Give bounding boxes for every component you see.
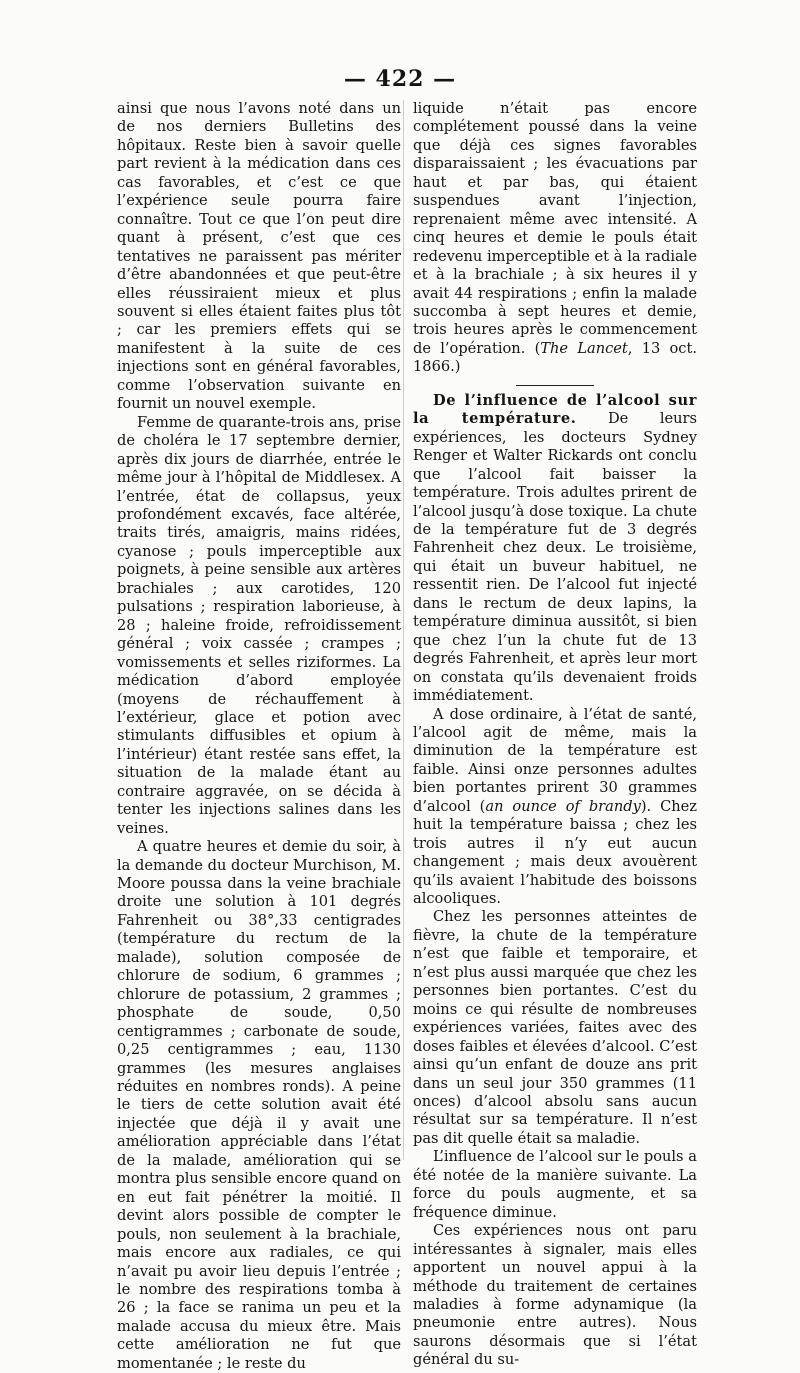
- paragraph: Chez les personnes atteintes de fièvre, la chute de la température n’est que faible et temporaire, et n’est plus aussi marquée que chez les personnes bien portantes. C’est du moins ce qui résulte de nombreuses expériences variées, faites avec des doses faibles et élevées d’alcool. C’est ainsi qu’un enfant de douze ans prit dans un seul jour 350 grammes (11 onces) d’alcool absolu sans aucun résultat sur sa température. Il n’est pas dit quelle était sa maladie.: [413, 908, 697, 1147]
- paragraph: [413, 100, 697, 377]
- page-number: — 422 —: [343, 66, 457, 92]
- paragraph: Femme de quarante-trois ans, prise de choléra le 17 septembre dernier, après dix jours de diarrhée, entrée le même jour à l’hôpital de Middlesex. A l’entrée, état de collapsus, yeux profondément excavés, face altérée, traits tirés, amaigris, mains ridées, cyanose ; pouls imperceptible aux poignets, à peine sensible aux artères brachiales ; aux carotides, 120 pulsations ; respiration laborieuse, à 28 ; haleine froide, refroidissement général ; voix cassée ; crampes ; vomissements et selles riziformes. La médication d’abord employée (moyens de réchauffement à l’extérieur, glace et potion avec stimulants diffusibles et opium à l’intérieur) étant restée sans effet, la situation de la malade étant au contraire aggravée, on se décida à tenter les injections salines dans les veines.: [117, 413, 401, 837]
- right-column: [413, 100, 697, 1370]
- paragraph-text: ). Chez huit la température baissa ; chez les trois autres il n’y eut aucun changement ; mais deux avouèrent qu’ils avaient l’habitude des boissons alcooliques.: [413, 797, 697, 908]
- paragraph-text: liquide n’était pas encore complétement poussé dans la veine que déjà ces signes favorables disparaissaient ; les évacuations par haut et par bas, qui étaient suspendues avant l’injection, reprenaient même avec intensité. A cinq heures et demie le pouls était redevenu imperceptible et à la radiale et à la brachiale ; à six heures il y avait 44 respirations ; enfin la malade succomba à sept heures et demie, trois heures après le commencement de l’opération.: [413, 100, 697, 357]
- paragraph: Ces expériences nous ont paru intéressantes à signaler, mais elles apportent un nouvel appui à la méthode du traitement de certaines maladies à forme adynamique (la pneumonie entre autres). Nous saurons désormais que si l’état général du su-: [413, 1222, 697, 1369]
- citation-journal: The Lancet: [540, 339, 628, 357]
- paragraph-text: De leurs expériences, les docteurs Sydney Renger et Walter Rickards ont conclu que l’alcool fait baisser la température. Trois adultes prirent de l’alcool jusqu’à dose toxique. La chute de la température fut de 3 degrés Fahrenheit chez deux. Le troisième, qui était un buveur habituel, ne ressentit rien. De l’alcool fut injecté dans le rectum de deux lapins, la température diminua aussitôt, si bien que chez l’un la chute fut de 13 degrés Fahrenheit, et après leur mort on constata qu’ils devenaient froids immédiatement.: [413, 410, 697, 705]
- left-column: [117, 100, 401, 1373]
- paragraph: [413, 706, 697, 909]
- paragraph: L’influence de l’alcool sur le pouls a été notée de la manière suivante. La force du pouls augmente, et sa fréquence diminue.: [413, 1148, 697, 1221]
- paragraph: A quatre heures et demie du soir, à la demande du docteur Murchison, M. Moore poussa dans la veine brachiale droite une solution à 101 degrés Fahrenheit ou 38°,33 centigrades (température du rectum de la malade), solution composée de chlorure de sodium, 6 grammes ; chlorure de potassium, 2 grammes ; phosphate de soude, 0,50 centigrammes ; carbonate de soude, 0,25 centigrammes ; eau, 1130 grammes (les mesures anglaises réduites en nombres ronds). A peine le tiers de cette solution avait été injectée que déjà il y avait une amélioration appréciable dans l’état de la malade, amélioration qui se montra plus sensible encore quand on en eut fait pénétrer la moitié. Il devint alors possible de compter le pouls, non seulement à la brachiale, mais encore aux radiales, ce qui n’avait pu avoir lieu depuis l’entrée ; le nombre des respirations tomba à 26 ; la face se ranima un peu et la malade accusa du mieux être. Mais cette amélioration ne fut que momentanée ; le reste du: [117, 838, 401, 1372]
- section-heading: De l’influence de l’alcool sur la température.: [413, 391, 697, 428]
- italic-phrase: an ounce of brandy: [485, 797, 641, 815]
- citation-open: (: [525, 339, 541, 357]
- column-divider: [403, 100, 404, 1160]
- paragraph: [413, 392, 697, 706]
- section-rule: [516, 385, 594, 386]
- paragraph: ainsi que nous l’avons noté dans un de nos derniers Bulletins des hôpitaux. Reste bien à savoir quelle part revient à la médication dans ces cas favorables, et c’est ce que l’expérience seule pourra faire connaître. Tout ce que l’on peut dire quant à présent, c’est que ces tentatives ne paraissent pas mériter d’être abandonnées et que peut-être elles réussiraient mieux et plus souvent si elles étaient faites plus tôt ; car les premiers effets qui se manifestent à la suite de ces injections sont en général favorables, comme l’observation suivante en fournit un nouvel exemple.: [117, 100, 401, 413]
- paragraph-text: A dose ordinaire, à l’état de santé, l’alcool agit de même, mais la diminution de la température est faible. Ainsi onze personnes adultes bien portantes prirent 30 grammes d’alcool (: [413, 705, 697, 815]
- citation-rest: , 13 oct. 1866.): [413, 339, 697, 376]
